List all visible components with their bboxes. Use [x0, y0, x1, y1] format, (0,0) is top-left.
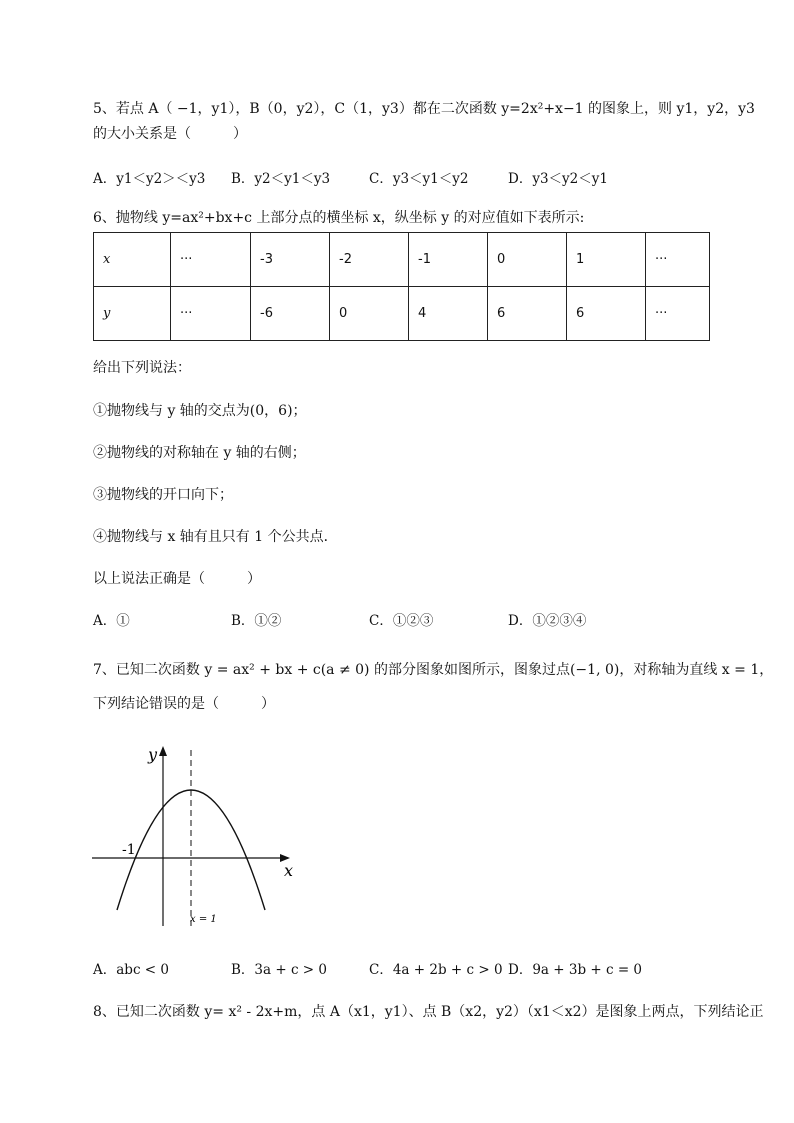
q6-value-table — [93, 232, 710, 341]
table-cell: ··· — [171, 233, 251, 287]
x-axis-label: x — [284, 861, 294, 880]
symmetry-axis-label: x = 1 — [190, 914, 217, 925]
table-cell: 4 — [409, 287, 488, 341]
table-cell: 0 — [488, 233, 567, 287]
table-cell: -1 — [409, 233, 488, 287]
q8-line1: 8、已知二次函数 y= x² - 2x+m，点 A（x1，y1）、点 B（x2，y2）（x1＜x2）是图象上两点，下列结论正 — [93, 1004, 764, 1020]
q6-statement-2: ②抛物线的对称轴在 y 轴的右侧； — [93, 445, 306, 461]
table-cell: -2 — [330, 233, 409, 287]
q6-statement-3: ③抛物线的开口向下； — [93, 487, 233, 503]
table-cell: 0 — [330, 287, 409, 341]
q7-option-c: C．4a + 2b + c > 0 — [369, 962, 503, 978]
table-cell: x — [94, 233, 171, 287]
q7-option-d: D．9a + 3b + c = 0 — [508, 962, 643, 978]
table-cell: 6 — [567, 287, 646, 341]
q6-statement-1: ①抛物线与 y 轴的交点为(0，6)； — [93, 403, 307, 419]
q7-line1: 7、已知二次函数 y = ax² + bx + c(a ≠ 0) 的部分图象如图所示，图象过点(−1, 0)，对称轴为直线 x = 1， — [93, 662, 774, 678]
table-cell: -6 — [251, 287, 330, 341]
q6-question: 以上说法正确是（ ） — [93, 571, 261, 587]
table-cell: 6 — [488, 287, 567, 341]
q6-option-c: C．①②③ — [369, 613, 434, 629]
q6-option-b: B．①② — [231, 613, 282, 629]
q7-option-a: A．abc < 0 — [93, 962, 169, 978]
q5-line1: 5、若点 A（ −1，y1），B（0，y2），C（1，y3）都在二次函数 y=2x²+x−1 的图象上，则 y1，y2，y3 — [93, 101, 755, 117]
table-row — [94, 287, 710, 341]
q5-option-a: A．y1＜y2＞＜y3 — [93, 171, 206, 187]
q7-line2: 下列结论错误的是（ ） — [93, 696, 275, 712]
table-row — [94, 233, 710, 287]
table-cell: -3 — [251, 233, 330, 287]
table-cell: ··· — [646, 233, 710, 287]
q6-stem: 6、抛物线 y=ax²+bx+c 上部分点的横坐标 x，纵坐标 y 的对应值如下表所示: — [93, 210, 585, 226]
q5-line2: 的大小关系是（ ） — [93, 126, 247, 142]
q5-option-d: D．y3＜y2＜y1 — [508, 171, 608, 187]
y-axis-arrow — [159, 746, 167, 756]
q7-option-b: B．3a + c > 0 — [231, 962, 327, 978]
q6-option-a: A．① — [93, 613, 130, 629]
table-cell: 1 — [567, 233, 646, 287]
q5-option-c: C．y3＜y1＜y2 — [369, 171, 469, 187]
q6-statement-4: ④抛物线与 x 轴有且只有 1 个公共点． — [93, 529, 338, 545]
neg-one-label: -1 — [122, 842, 136, 858]
table-cell: y — [94, 287, 171, 341]
q6-intro: 给出下列说法： — [93, 360, 191, 376]
y-axis-label: y — [148, 745, 158, 764]
table-cell: ··· — [646, 287, 710, 341]
q6-option-d: D．①②③④ — [508, 613, 587, 629]
q5-option-b: B．y2＜y1＜y3 — [231, 171, 331, 187]
table-cell: ··· — [171, 287, 251, 341]
parabola-figure — [90, 738, 300, 933]
